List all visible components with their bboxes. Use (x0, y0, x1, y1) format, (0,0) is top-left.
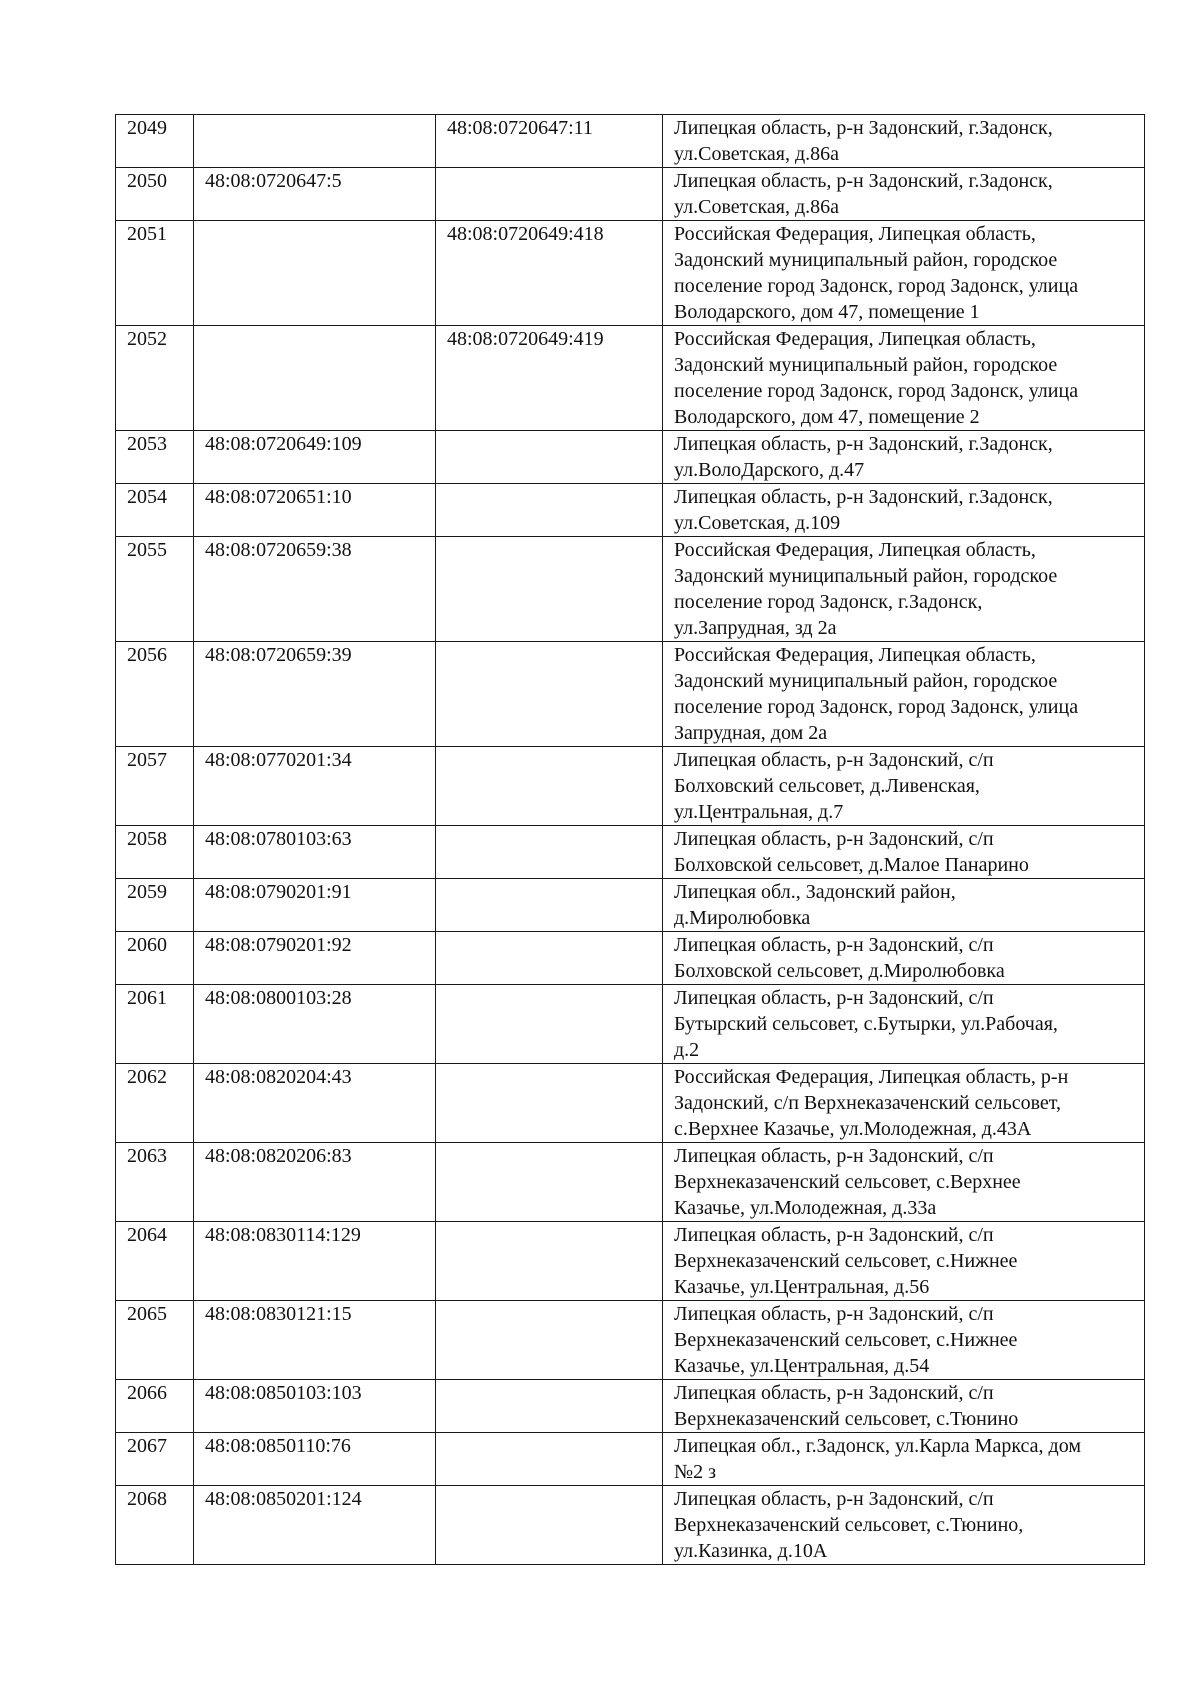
cadastral-number-cell: 48:08:0790201:91 (194, 879, 436, 932)
row-number-cell: 2061 (116, 985, 194, 1064)
object-number-cell (436, 985, 663, 1064)
cadastral-number-cell: 48:08:0720651:10 (194, 484, 436, 537)
object-number-cell: 48:08:0720649:418 (436, 221, 663, 326)
address-cell: Липецкая область, р-н Задонский, с/п Верхнеказаченский сельсовет, с.Тюнино, ул.Казинка, д.10А (663, 1486, 1145, 1565)
object-number-cell (436, 826, 663, 879)
row-number-cell: 2054 (116, 484, 194, 537)
address-cell: Липецкая область, р-н Задонский, г.Задонск, ул.Советская, д.86а (663, 115, 1145, 168)
object-number-cell (436, 932, 663, 985)
table-row (116, 221, 1145, 326)
address-cell: Российская Федерация, Липецкая область, Задонский муниципальный район, городское поселение город Задонск, г.Задонск, ул.Запрудная, зд 2а (663, 537, 1145, 642)
cadastral-number-cell: 48:08:0720647:5 (194, 168, 436, 221)
address-cell: Российская Федерация, Липецкая область, Задонский муниципальный район, городское поселение город Задонск, город Задонск, улица Володарского, дом 47, помещение 1 (663, 221, 1145, 326)
address-cell: Российская Федерация, Липецкая область, р-н Задонский, с/п Верхнеказаченский сельсовет, с.Верхнее Казачье, ул.Молодежная, д.43А (663, 1064, 1145, 1143)
address-cell: Российская Федерация, Липецкая область, Задонский муниципальный район, городское поселение город Задонск, город Задонск, улица Запрудная, дом 2а (663, 642, 1145, 747)
object-number-cell (436, 484, 663, 537)
cadastral-number-cell: 48:08:0820206:83 (194, 1143, 436, 1222)
object-number-cell: 48:08:0720647:11 (436, 115, 663, 168)
row-number-cell: 2055 (116, 537, 194, 642)
table-row (116, 1380, 1145, 1433)
cadastral-number-cell (194, 221, 436, 326)
address-cell: Липецкая область, р-н Задонский, с/п Болховской сельсовет, д.Миролюбовка (663, 932, 1145, 985)
object-number-cell (436, 1486, 663, 1565)
address-cell: Липецкая обл., г.Задонск, ул.Карла Маркса, дом №2 з (663, 1433, 1145, 1486)
cadastral-number-cell: 48:08:0790201:92 (194, 932, 436, 985)
address-cell: Липецкая обл., Задонский район, д.Миролюбовка (663, 879, 1145, 932)
address-cell: Липецкая область, р-н Задонский, с/п Бутырский сельсовет, с.Бутырки, ул.Рабочая, д.2 (663, 985, 1145, 1064)
object-number-cell (436, 747, 663, 826)
cadastral-number-cell (194, 115, 436, 168)
table-row (116, 1064, 1145, 1143)
table-row (116, 879, 1145, 932)
cadastral-number-cell: 48:08:0770201:34 (194, 747, 436, 826)
object-number-cell (436, 431, 663, 484)
object-number-cell (436, 1143, 663, 1222)
table-row (116, 1143, 1145, 1222)
address-cell: Липецкая область, р-н Задонский, г.Задонск, ул.Советская, д.86а (663, 168, 1145, 221)
cadastral-number-cell: 48:08:0720659:38 (194, 537, 436, 642)
object-number-cell (436, 1301, 663, 1380)
table-row (116, 168, 1145, 221)
table-row (116, 826, 1145, 879)
row-number-cell: 2051 (116, 221, 194, 326)
table-row (116, 1301, 1145, 1380)
cadastral-number-cell: 48:08:0720649:109 (194, 431, 436, 484)
row-number-cell: 2053 (116, 431, 194, 484)
row-number-cell: 2060 (116, 932, 194, 985)
table-row (116, 326, 1145, 431)
cadastral-number-cell: 48:08:0780103:63 (194, 826, 436, 879)
row-number-cell: 2068 (116, 1486, 194, 1565)
row-number-cell: 2064 (116, 1222, 194, 1301)
table-row (116, 985, 1145, 1064)
table-row (116, 115, 1145, 168)
cadastral-number-cell: 48:08:0720659:39 (194, 642, 436, 747)
row-number-cell: 2058 (116, 826, 194, 879)
object-number-cell (436, 168, 663, 221)
cadastral-number-cell: 48:08:0820204:43 (194, 1064, 436, 1143)
address-cell: Липецкая область, р-н Задонский, с/п Болховской сельсовет, д.Малое Панарино (663, 826, 1145, 879)
cadastral-number-cell: 48:08:0800103:28 (194, 985, 436, 1064)
object-number-cell (436, 537, 663, 642)
object-number-cell (436, 642, 663, 747)
row-number-cell: 2056 (116, 642, 194, 747)
address-cell: Российская Федерация, Липецкая область, Задонский муниципальный район, городское поселение город Задонск, город Задонск, улица Володарского, дом 47, помещение 2 (663, 326, 1145, 431)
object-number-cell (436, 1064, 663, 1143)
address-cell: Липецкая область, р-н Задонский, г.Задонск, ул.Советская, д.109 (663, 484, 1145, 537)
cadastral-number-cell: 48:08:0850103:103 (194, 1380, 436, 1433)
object-number-cell (436, 1222, 663, 1301)
object-number-cell (436, 1433, 663, 1486)
table-row (116, 537, 1145, 642)
address-cell: Липецкая область, р-н Задонский, с/п Верхнеказаченский сельсовет, с.Верхнее Казачье, ул.Молодежная, д.33а (663, 1143, 1145, 1222)
row-number-cell: 2066 (116, 1380, 194, 1433)
table-row (116, 1486, 1145, 1565)
cadastral-number-cell: 48:08:0850110:76 (194, 1433, 436, 1486)
row-number-cell: 2057 (116, 747, 194, 826)
row-number-cell: 2065 (116, 1301, 194, 1380)
table-row (116, 431, 1145, 484)
address-cell: Липецкая область, р-н Задонский, г.Задонск, ул.ВолоДарского, д.47 (663, 431, 1145, 484)
address-cell: Липецкая область, р-н Задонский, с/п Верхнеказаченский сельсовет, с.Тюнино (663, 1380, 1145, 1433)
object-number-cell (436, 1380, 663, 1433)
row-number-cell: 2049 (116, 115, 194, 168)
table-row (116, 747, 1145, 826)
cadastral-number-cell: 48:08:0830114:129 (194, 1222, 436, 1301)
table-row (116, 1433, 1145, 1486)
table-body (116, 115, 1145, 1565)
table-row (116, 932, 1145, 985)
table-row (116, 642, 1145, 747)
table-row (116, 1222, 1145, 1301)
cadastral-number-cell: 48:08:0850201:124 (194, 1486, 436, 1565)
row-number-cell: 2059 (116, 879, 194, 932)
cadastral-number-cell (194, 326, 436, 431)
address-cell: Липецкая область, р-н Задонский, с/п Верхнеказаченский сельсовет, с.Нижнее Казачье, ул.Центральная, д.54 (663, 1301, 1145, 1380)
address-cell: Липецкая область, р-н Задонский, с/п Болховский сельсовет, д.Ливенская, ул.Центральная, д.7 (663, 747, 1145, 826)
table-row (116, 484, 1145, 537)
row-number-cell: 2062 (116, 1064, 194, 1143)
object-number-cell: 48:08:0720649:419 (436, 326, 663, 431)
address-cell: Липецкая область, р-н Задонский, с/п Верхнеказаченский сельсовет, с.Нижнее Казачье, ул.Центральная, д.56 (663, 1222, 1145, 1301)
row-number-cell: 2050 (116, 168, 194, 221)
property-table (115, 114, 1145, 1565)
object-number-cell (436, 879, 663, 932)
row-number-cell: 2067 (116, 1433, 194, 1486)
row-number-cell: 2052 (116, 326, 194, 431)
row-number-cell: 2063 (116, 1143, 194, 1222)
cadastral-number-cell: 48:08:0830121:15 (194, 1301, 436, 1380)
